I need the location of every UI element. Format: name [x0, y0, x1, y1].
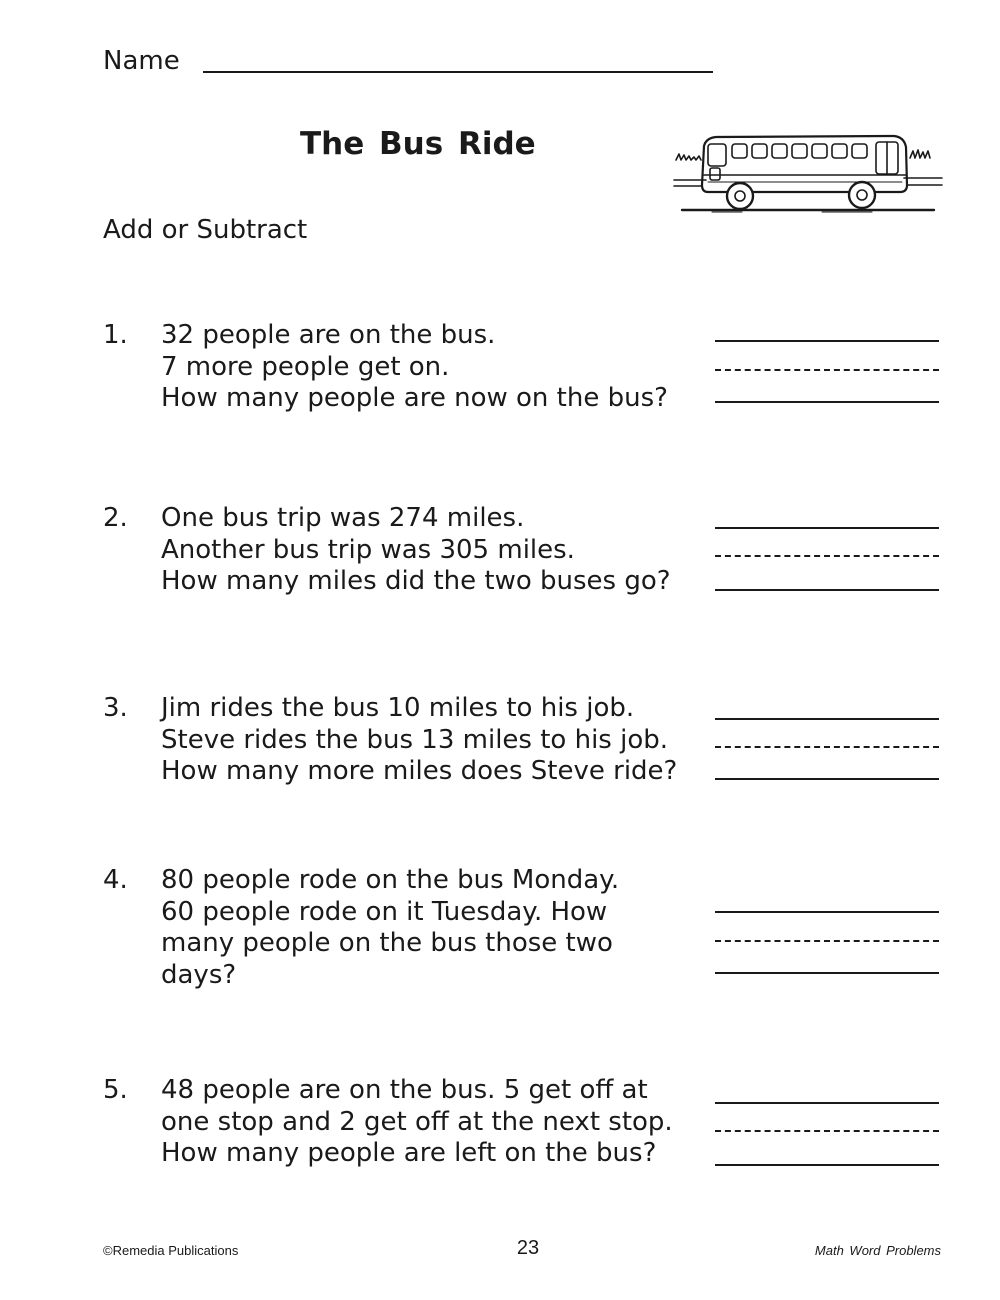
problem-4-answer-line[interactable] [715, 911, 939, 913]
problem-3-line-1: Jim rides the bus 10 miles to his job. [161, 693, 635, 723]
problem-2-number: 2. [103, 503, 128, 533]
problem-1-answer-line-bottom[interactable] [715, 401, 939, 403]
problem-5-line-2: one stop and 2 get off at the next stop. [161, 1106, 673, 1137]
problem-2-work-dashed-line[interactable] [715, 555, 939, 557]
problem-4-line-3: many people on the bus those two [161, 928, 613, 958]
page-title: The Bus Ride [300, 126, 536, 162]
problem-1-text [161, 320, 706, 415]
problem-4-number: 4. [103, 865, 128, 895]
problem-1-answer-line[interactable] [715, 340, 939, 342]
problem-1-line-3: How many people are now on the bus? [161, 383, 668, 413]
problem-5-answer-line[interactable] [715, 1102, 939, 1104]
problem-5-number: 5. [103, 1075, 128, 1105]
problem-3-line-3: How many more miles does Steve ride? [161, 756, 678, 786]
problem-2-answer-line[interactable] [715, 527, 939, 529]
name-label: Name [103, 46, 180, 76]
problem-4-line-1: 80 people rode on the bus Monday. [161, 865, 620, 895]
problem-5-work-dashed-line[interactable] [715, 1130, 939, 1132]
problem-1-line-1: 32 people are on the bus. [161, 320, 496, 350]
name-field-line[interactable] [203, 71, 713, 73]
problem-4-line-2: 60 people rode on it Tuesday. How [161, 896, 608, 927]
problem-1-work-dashed-line[interactable] [715, 369, 939, 371]
footer-page-number: 23 [516, 1237, 540, 1259]
problem-3-answer-line[interactable] [715, 718, 939, 720]
problem-5-line-1: 48 people are on the bus. 5 get off at [161, 1075, 648, 1105]
problem-4-line-4: days? [161, 959, 237, 990]
problem-2-answer-line-bottom[interactable] [715, 589, 939, 591]
footer-publisher: ©Remedia Publications [103, 1243, 239, 1258]
problem-3-text [161, 693, 706, 788]
problem-1-number: 1. [103, 320, 128, 350]
problem-2-line-3: How many miles did the two buses go? [161, 566, 671, 596]
problem-3-work-dashed-line[interactable] [715, 746, 939, 748]
footer-book-title: Math Word Problems [814, 1243, 941, 1258]
problem-3-number: 3. [103, 693, 128, 723]
problem-2-text [161, 503, 706, 598]
problem-4-work-dashed-line[interactable] [715, 940, 939, 942]
problem-2-line-1: One bus trip was 274 miles. [161, 503, 525, 533]
problem-5-answer-line-bottom[interactable] [715, 1164, 939, 1166]
problem-4-answer-line-bottom[interactable] [715, 972, 939, 974]
problem-4-text [161, 865, 706, 991]
problem-5-line-3: How many people are left on the bus? [161, 1138, 657, 1168]
problem-1-line-2: 7 more people get on. [161, 351, 450, 382]
problem-5-text [161, 1075, 706, 1170]
school-bus-icon [672, 130, 944, 216]
instructions: Add or Subtract [103, 215, 308, 245]
problem-3-line-2: Steve rides the bus 13 miles to his job. [161, 724, 668, 755]
problem-2-line-2: Another bus trip was 305 miles. [161, 534, 575, 565]
problem-3-answer-line-bottom[interactable] [715, 778, 939, 780]
